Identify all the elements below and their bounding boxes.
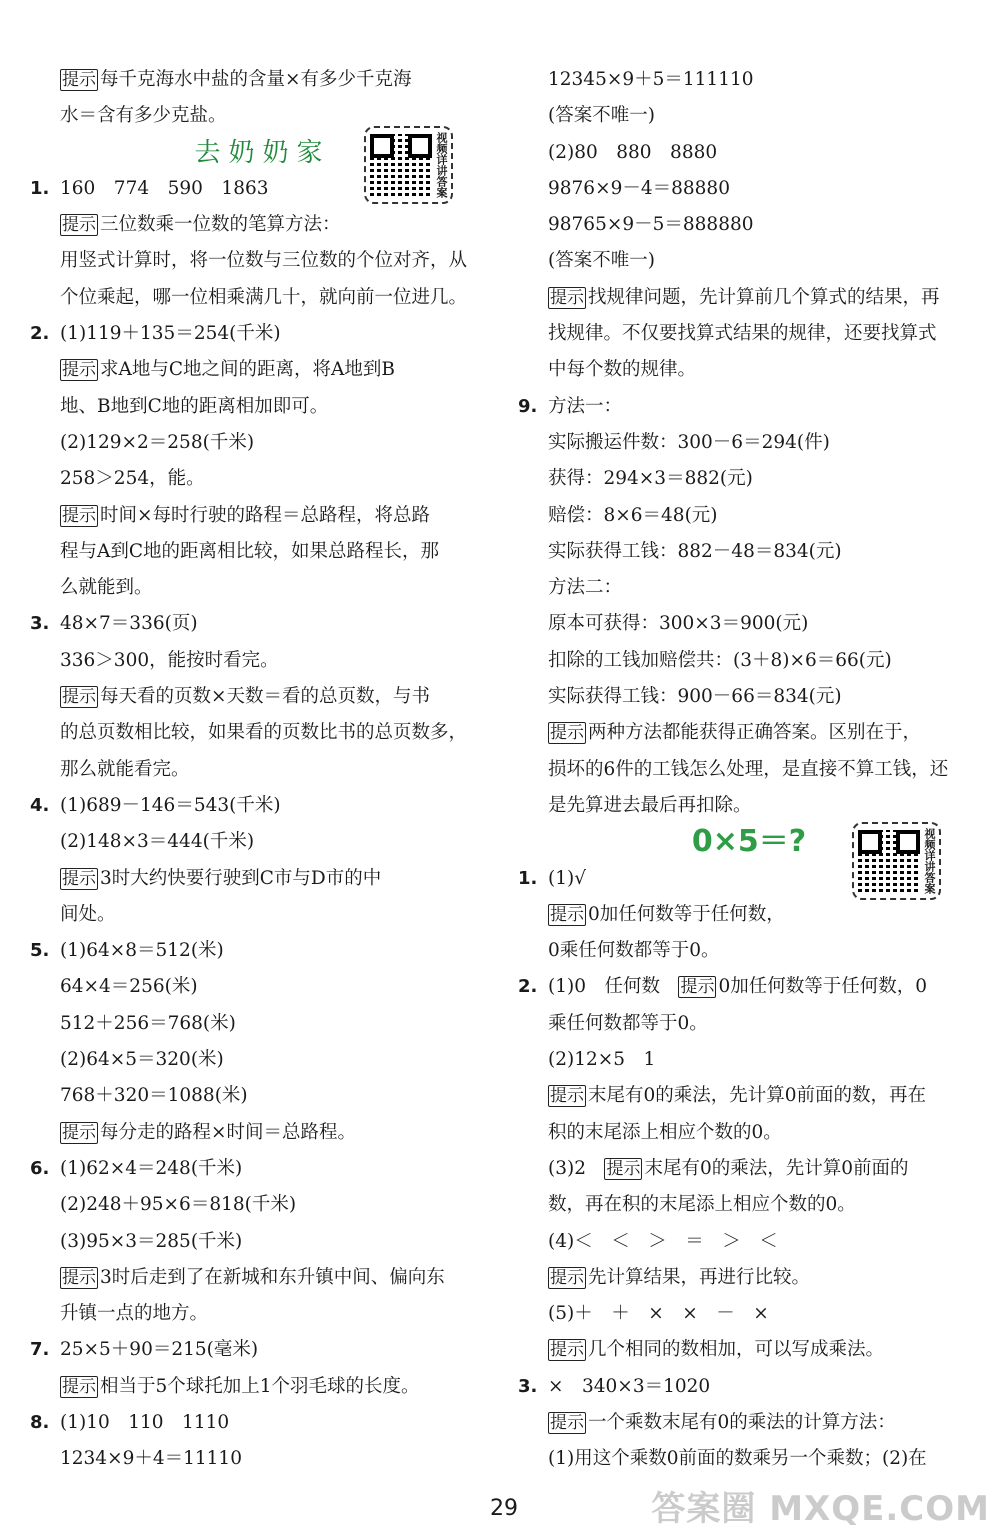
hint-label: 提示 bbox=[550, 1412, 584, 1433]
video-qr-code-1[interactable] bbox=[364, 126, 453, 204]
hint-label: 提示 bbox=[550, 904, 584, 925]
answer-line bbox=[30, 425, 495, 461]
answer-line bbox=[30, 1369, 495, 1405]
question-line bbox=[518, 969, 980, 1005]
line-text: 25×5＋90＝215(毫米) bbox=[60, 1339, 259, 1361]
line-text: (2)148×3＝444(千米) bbox=[60, 831, 255, 853]
answer-line bbox=[30, 1441, 495, 1477]
line-text: 的总页数相比较，如果看的页数比书的总页数多， bbox=[60, 722, 468, 744]
answer-line bbox=[518, 1042, 980, 1078]
question-line bbox=[30, 1405, 495, 1441]
line-text: (1)0 任何数 bbox=[548, 976, 679, 998]
line-text: 数，再在积的末尾添上相应个数的0。 bbox=[548, 1194, 856, 1216]
line-text: (1)689－146＝543(千米) bbox=[60, 794, 281, 816]
line-text: 方法二： bbox=[548, 577, 623, 599]
answer-line bbox=[30, 679, 495, 715]
line-text: 中每个数的规律。 bbox=[548, 359, 697, 381]
question-number: 2. bbox=[30, 323, 50, 345]
answer-line bbox=[30, 498, 495, 534]
line-text: 512＋256＝768(米) bbox=[60, 1012, 236, 1034]
line-text: 实际获得工钱：900－66＝834(元) bbox=[548, 686, 842, 708]
answer-line bbox=[518, 498, 980, 534]
qr-label: 视频详讲答案 bbox=[435, 132, 448, 198]
section-heading: 0×5＝? bbox=[691, 824, 807, 860]
line-text: 三位数乘一位数的笔算方法： bbox=[100, 214, 341, 236]
line-text: 0加任何数等于任何数，0 bbox=[718, 976, 928, 998]
question-line bbox=[30, 1151, 495, 1187]
question-line bbox=[518, 389, 980, 425]
line-text: 一个乘数末尾有0的乘法的计算方法： bbox=[588, 1411, 896, 1433]
hint-label: 提示 bbox=[680, 977, 715, 998]
line-text: 是先算进去最后再扣除。 bbox=[548, 794, 752, 816]
answer-line bbox=[30, 352, 495, 388]
line-text: 方法一： bbox=[548, 395, 623, 417]
line-text: 48×7＝336(页) bbox=[60, 613, 198, 635]
answer-line bbox=[30, 897, 495, 933]
line-text: 768＋320＝1088(米) bbox=[60, 1085, 248, 1107]
answer-line bbox=[30, 1042, 495, 1078]
line-text: 336＞300，能按时看完。 bbox=[60, 649, 279, 671]
hint-label: 提示 bbox=[550, 1267, 584, 1288]
line-text: 实际获得工钱：882－48＝834(元) bbox=[548, 540, 842, 562]
hint-label: 提示 bbox=[62, 70, 96, 90]
line-text: 3时后走到了在新城和东升镇中间、偏向东 bbox=[100, 1266, 445, 1288]
question-line bbox=[518, 1369, 980, 1405]
question-number: 1. bbox=[518, 867, 538, 889]
question-number: 3. bbox=[30, 613, 50, 635]
answer-line bbox=[518, 425, 980, 461]
line-text: (2)129×2＝258(千米) bbox=[60, 431, 255, 453]
line-text: (1)64×8＝512(米) bbox=[60, 940, 224, 962]
hint-label: 提示 bbox=[62, 505, 96, 526]
question-number: 2. bbox=[518, 976, 538, 998]
question-line bbox=[30, 788, 495, 824]
line-text: 么就能到。 bbox=[60, 577, 153, 599]
line-text: 求A地与C地之间的距离，将A地到B bbox=[100, 359, 395, 381]
line-text: 0乘任何数都等于0。 bbox=[548, 940, 720, 962]
line-text: 个位乘起，哪一位相乘满几十，就向前一位进几。 bbox=[60, 286, 468, 308]
line-text: (1)10 110 1110 bbox=[60, 1411, 230, 1433]
line-text: 时间×每时行驶的路程＝总路程，将总路 bbox=[100, 504, 431, 526]
line-text: (2)80 880 8880 bbox=[548, 141, 718, 163]
hint-label: 提示 bbox=[550, 1086, 584, 1107]
answer-line bbox=[518, 643, 980, 679]
line-text: (2)12×5 1 bbox=[548, 1049, 656, 1071]
line-text: 每天看的页数×天数＝看的总页数，与书 bbox=[100, 686, 431, 708]
line-text: 用竖式计算时，将一位数与三位数的个位对齐，从 bbox=[60, 250, 468, 272]
line-text: (答案不唯一) bbox=[548, 250, 655, 272]
question-number: 9. bbox=[518, 395, 538, 417]
line-text: 1234×9＋4＝11110 bbox=[60, 1448, 242, 1470]
answer-line bbox=[518, 606, 980, 642]
hint-label: 提示 bbox=[62, 1267, 96, 1288]
answer-line bbox=[518, 897, 980, 933]
question-line bbox=[30, 316, 495, 352]
line-text: (3)95×3＝285(千米) bbox=[60, 1230, 243, 1252]
line-text: (1)62×4＝248(千米) bbox=[60, 1157, 243, 1179]
answer-line bbox=[518, 1441, 980, 1477]
hint-label: 提示 bbox=[550, 287, 584, 308]
answer-line bbox=[30, 207, 495, 243]
line-text: 相当于5个球托加上1个羽毛球的长度。 bbox=[100, 1375, 420, 1397]
line-text: 那么就能看完。 bbox=[60, 758, 190, 780]
qr-code-icon bbox=[370, 134, 432, 196]
answer-line bbox=[30, 1115, 495, 1151]
question-line bbox=[30, 606, 495, 642]
section-heading: 去奶奶家 bbox=[194, 137, 331, 168]
answer-line bbox=[30, 715, 495, 751]
qr-label: 视频详讲答案 bbox=[923, 828, 936, 894]
line-text: (5)＋ ＋ × × － × bbox=[548, 1303, 769, 1325]
question-number: 3. bbox=[518, 1375, 538, 1397]
hint-label: 提示 bbox=[62, 687, 96, 708]
answer-line bbox=[30, 534, 495, 570]
answer-line bbox=[518, 534, 980, 570]
line-text: 间处。 bbox=[60, 903, 116, 925]
answer-line bbox=[518, 679, 980, 715]
answer-line bbox=[518, 1405, 980, 1441]
answer-line bbox=[30, 1006, 495, 1042]
line-text: 12345×9＋5＝111110 bbox=[548, 69, 754, 90]
line-text: (2)64×5＝320(米) bbox=[60, 1049, 224, 1071]
answer-line bbox=[518, 1224, 980, 1260]
watermark: 答案圈 MXQE.COM bbox=[651, 1489, 990, 1529]
page-number: 29 bbox=[490, 1496, 518, 1521]
answer-line bbox=[518, 1260, 980, 1296]
line-text: 水＝含有多少克盐。 bbox=[60, 105, 227, 127]
line-text: 原本可获得：300×3＝900(元) bbox=[548, 613, 809, 635]
question-number: 1. bbox=[30, 177, 50, 199]
answer-line bbox=[30, 752, 495, 788]
question-number: 8. bbox=[30, 1411, 50, 1433]
line-text: 实际搬运件数：300－6＝294(件) bbox=[548, 431, 830, 453]
answer-line bbox=[518, 570, 980, 606]
answer-line bbox=[518, 62, 980, 98]
hint-label: 提示 bbox=[62, 868, 96, 889]
line-text: (3)2 bbox=[548, 1157, 605, 1179]
line-text: 几个相同的数相加，可以写成乘法。 bbox=[588, 1339, 885, 1361]
answer-line bbox=[518, 461, 980, 497]
line-text: 程与A到C地的距离相比较，如果总路程长，那 bbox=[60, 540, 440, 562]
line-text: 损坏的6件的工钱怎么处理，是直接不算工钱，还 bbox=[548, 758, 949, 780]
line-text: (4)＜ ＜ ＞ ＝ ＞ ＜ bbox=[548, 1230, 778, 1252]
hint-label: 提示 bbox=[62, 360, 96, 381]
hint-label: 提示 bbox=[550, 1340, 584, 1361]
answer-line bbox=[518, 280, 980, 316]
line-text: 64×4＝256(米) bbox=[60, 976, 198, 998]
video-qr-code-2[interactable] bbox=[852, 822, 941, 900]
answer-line bbox=[30, 1187, 495, 1223]
line-text: 积的末尾添上相应个数的0。 bbox=[548, 1121, 782, 1143]
hint-label: 提示 bbox=[550, 723, 584, 744]
line-text: (1)用这个乘数0前面的数乘另一个乘数；(2)在 bbox=[548, 1448, 927, 1470]
answer-line bbox=[30, 824, 495, 860]
answer-line bbox=[518, 1151, 980, 1187]
answer-line bbox=[518, 1296, 980, 1332]
answer-line bbox=[30, 62, 495, 98]
line-text: 0加任何数等于任何数， bbox=[588, 903, 785, 925]
answer-line bbox=[518, 98, 980, 134]
answer-line bbox=[518, 788, 980, 824]
answer-line bbox=[518, 1006, 980, 1042]
line-text: 末尾有0的乘法，先计算0前面的数，再在 bbox=[588, 1085, 927, 1107]
answer-line bbox=[30, 1078, 495, 1114]
line-text: 扣除的工钱加赔偿共：(3＋8)×6＝66(元) bbox=[548, 649, 892, 671]
line-text: 每分走的路程×时间＝总路程。 bbox=[100, 1121, 357, 1143]
answer-line bbox=[30, 389, 495, 425]
answer-line bbox=[518, 316, 980, 352]
hint-label: 提示 bbox=[606, 1158, 641, 1179]
answer-line bbox=[30, 243, 495, 279]
answer-line bbox=[30, 1224, 495, 1260]
line-text: 258＞254，能。 bbox=[60, 468, 205, 490]
right-column bbox=[518, 62, 980, 1478]
line-text: 获得：294×3＝882(元) bbox=[548, 468, 753, 490]
line-text: 9876×9－4＝88880 bbox=[548, 177, 730, 199]
answer-line bbox=[30, 570, 495, 606]
answer-line bbox=[518, 352, 980, 388]
line-text: (2)248＋95×6＝818(千米) bbox=[60, 1194, 297, 1216]
answer-line bbox=[518, 1115, 980, 1151]
line-text: 两种方法都能获得正确答案。区别在于， bbox=[588, 722, 922, 744]
answer-line bbox=[30, 1296, 495, 1332]
answer-line bbox=[518, 243, 980, 279]
question-number: 7. bbox=[30, 1339, 50, 1361]
answer-line bbox=[518, 171, 980, 207]
line-text: 末尾有0的乘法，先计算0前面的 bbox=[644, 1157, 909, 1179]
hint-label: 提示 bbox=[62, 1376, 96, 1397]
line-text: 升镇一点的地方。 bbox=[60, 1303, 209, 1325]
line-text: 找规律问题，先计算前几个算式的结果，再 bbox=[588, 286, 940, 308]
answer-line bbox=[30, 643, 495, 679]
line-text: 先计算结果，再进行比较。 bbox=[588, 1266, 811, 1288]
question-number: 4. bbox=[30, 794, 50, 816]
line-text: 找规律。不仅要找算式结果的规律，还要找算式 bbox=[548, 323, 937, 345]
line-text: (答案不唯一) bbox=[548, 105, 655, 127]
question-line bbox=[30, 933, 495, 969]
answer-line bbox=[518, 933, 980, 969]
line-text: 地、B地到C地的距离相加即可。 bbox=[60, 395, 329, 417]
line-text: (1)√ bbox=[548, 867, 586, 889]
hint-label: 提示 bbox=[62, 215, 96, 236]
line-text: 赔偿：8×6＝48(元) bbox=[548, 504, 718, 526]
answer-line bbox=[518, 752, 980, 788]
hint-label: 提示 bbox=[62, 1122, 96, 1143]
answer-line bbox=[30, 461, 495, 497]
answer-line bbox=[30, 280, 495, 316]
left-column bbox=[30, 62, 495, 1478]
answer-line bbox=[518, 715, 980, 751]
line-text: 98765×9－5＝888880 bbox=[548, 214, 754, 236]
answer-line bbox=[30, 969, 495, 1005]
answer-line bbox=[30, 861, 495, 897]
line-text: 每千克海水中盐的含量×有多少千克海 bbox=[100, 69, 412, 90]
answer-line bbox=[518, 1332, 980, 1368]
answer-line bbox=[518, 135, 980, 171]
line-text: 3时大约快要行驶到C市与D市的中 bbox=[100, 867, 382, 889]
line-text: 160 774 590 1863 bbox=[60, 177, 269, 199]
line-text: 乘任何数都等于0。 bbox=[548, 1012, 708, 1034]
question-number: 6. bbox=[30, 1157, 50, 1179]
answer-line bbox=[30, 1260, 495, 1296]
answer-line bbox=[518, 1187, 980, 1223]
question-number: 5. bbox=[30, 940, 50, 962]
qr-code-icon bbox=[858, 830, 920, 892]
line-text: × 340×3＝1020 bbox=[548, 1375, 711, 1397]
line-text: (1)119＋135＝254(千米) bbox=[60, 323, 281, 345]
question-line bbox=[30, 1332, 495, 1368]
answer-line bbox=[518, 207, 980, 243]
answer-line bbox=[518, 1078, 980, 1114]
